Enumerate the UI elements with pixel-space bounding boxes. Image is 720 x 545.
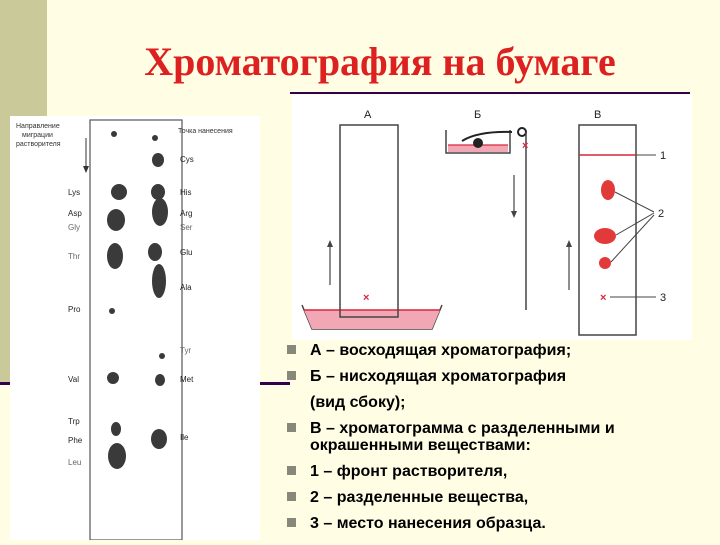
aa-label-ile: Ile: [180, 433, 189, 442]
direction-label-line-2: миграции: [22, 132, 53, 139]
bullet-continuation: (вид сбоку);: [310, 394, 406, 411]
sample-mark-c: ×: [600, 292, 607, 304]
sample-mark-b: ×: [522, 140, 529, 152]
bullet-item: А – восходящая хроматография;: [282, 342, 712, 359]
aa-label-tyr: Tyr: [180, 346, 192, 355]
separated-spot-1: [601, 180, 615, 200]
aa-label-arg: Arg: [180, 209, 193, 218]
bullet-item: 3 – место нанесения образца.: [282, 515, 712, 532]
paper-strip-a: [340, 125, 398, 317]
aa-label-his: His: [180, 188, 192, 197]
aa-label-cys: Cys: [180, 155, 194, 164]
aa-label-trp: Trp: [68, 417, 80, 426]
aa-label-val: Val: [68, 375, 79, 384]
direction-label-line-1: Направление: [16, 123, 60, 130]
bullet-square-icon: [287, 345, 296, 354]
bullet-item: В – хроматограмма с разделенными и окрашенными веществами:: [282, 420, 712, 454]
bullet-square-icon: [287, 492, 296, 501]
aa-label-leu: Leu: [68, 458, 82, 467]
aa-label-ala: Ala: [180, 283, 192, 292]
callout-1: 1: [660, 150, 667, 162]
bullet-square-icon: [287, 423, 296, 432]
chromatography-diagram: [292, 95, 692, 340]
aa-label-lys: Lys: [68, 188, 81, 197]
aa-label-pro: Pro: [68, 305, 81, 314]
bullet-item: Б – нисходящая хроматография: [282, 368, 712, 385]
aa-label-gly: Gly: [68, 223, 80, 232]
rod-b: [473, 138, 483, 148]
aa-label-phe: Phe: [68, 436, 83, 445]
bullet-item: 1 – фронт растворителя,: [282, 463, 712, 480]
aa-label-glu: Glu: [180, 248, 193, 257]
bullet-square-icon: [287, 371, 296, 380]
callout-2: 2: [658, 208, 665, 220]
separated-spot-2: [594, 228, 616, 244]
callout-3: 3: [660, 292, 667, 304]
amino-acid-chromatogram: [10, 116, 260, 540]
aa-label-thr: Thr: [68, 252, 80, 261]
panel-label-a: А: [364, 109, 372, 121]
bullet-square-icon: [287, 466, 296, 475]
slide-title: Хроматография на бумаге: [144, 39, 616, 84]
legend-bullet-list: [282, 342, 712, 541]
panel-label-c: В: [594, 109, 602, 121]
separated-spot-3: [599, 257, 611, 269]
title-underline: [290, 92, 690, 94]
aa-label-met: Met: [180, 375, 194, 384]
panel-label-b: Б: [474, 109, 482, 121]
aa-label-asp: Asp: [68, 209, 82, 218]
bullet-square-icon: [287, 518, 296, 527]
application-point-label: Точка нанесения: [178, 128, 233, 135]
aa-label-ser: Ser: [180, 223, 193, 232]
bullet-item: 2 – разделенные вещества,: [282, 489, 712, 506]
sample-mark-a: ×: [363, 292, 370, 304]
solvent-a: [304, 310, 440, 329]
direction-label-line-3: растворителя: [16, 141, 61, 148]
